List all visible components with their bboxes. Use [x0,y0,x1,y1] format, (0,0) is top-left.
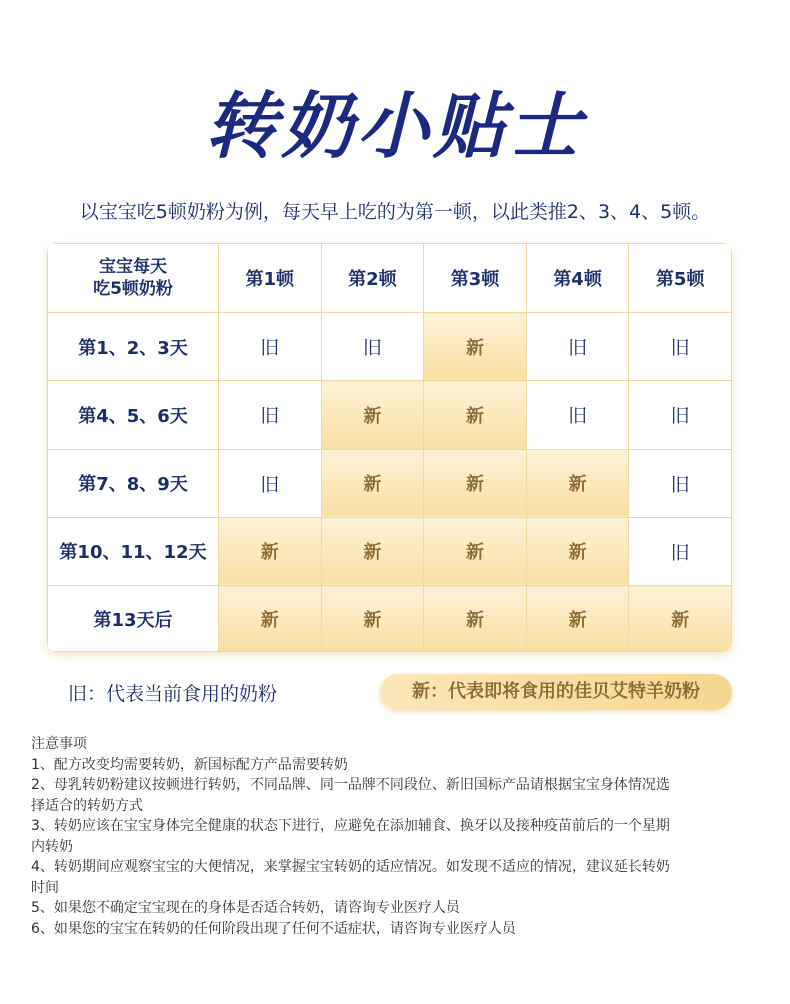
table-row [48,313,732,381]
new-formula-cell: 新 [629,586,732,652]
table-row [48,586,732,652]
day-range-cell: 第4、5、6天 [48,381,219,449]
old-formula-cell: 旧 [219,313,322,381]
notes-heading: 注意事项 [31,736,87,752]
legend-old: 旧：代表当前食用的奶粉 [68,683,278,705]
new-formula-cell: 新 [526,449,629,517]
meal-header-1: 第1顿 [219,244,322,313]
new-formula-cell: 新 [321,449,424,517]
day-range-cell: 第7、8、9天 [48,449,219,517]
meal-header-4: 第4顿 [526,244,629,313]
notes-line: 内转奶 [31,838,73,855]
new-formula-cell: 新 [424,586,527,652]
meal-header-2: 第2顿 [321,244,424,313]
old-formula-cell: 旧 [219,381,322,449]
page-title: 转奶小贴士 [204,84,585,168]
new-formula-cell: 新 [424,517,527,585]
new-formula-cell: 新 [321,586,424,652]
old-formula-cell: 旧 [219,449,322,517]
old-formula-cell: 旧 [526,381,629,449]
old-formula-cell: 旧 [629,381,732,449]
notes-section [31,734,761,939]
old-formula-cell: 旧 [526,313,629,381]
new-formula-cell: 新 [424,449,527,517]
table-row [48,381,732,449]
table-corner-header [48,244,219,313]
new-formula-cell: 新 [321,517,424,585]
new-formula-cell: 新 [526,517,629,585]
meal-header-3: 第3顿 [424,244,527,313]
transition-schedule-table [47,243,732,652]
old-formula-cell: 旧 [629,313,732,381]
corner-line-2: 吃5顿奶粉 [93,279,173,299]
legend-new-badge: 新：代表即将食用的佳贝艾特羊奶粉 [380,674,732,710]
new-formula-cell: 新 [219,517,322,585]
new-formula-cell: 新 [321,381,424,449]
notes-line: 1、配方改变均需要转奶，新国标配方产品需要转奶 [31,756,348,773]
notes-line: 5、如果您不确定宝宝现在的身体是否适合转奶，请咨询专业医疗人员 [31,900,460,916]
notes-line: 时间 [31,879,59,896]
table-row [48,449,732,517]
old-formula-cell: 旧 [321,313,424,381]
notes-line: 3、转奶应该在宝宝身体完全健康的状态下进行，应避免在添加辅食、换牙以及接种疫苗前后的一个星期 [31,818,670,834]
new-formula-cell: 新 [526,586,629,652]
day-range-cell: 第1、2、3天 [48,313,219,381]
meal-header-5: 第5顿 [629,244,732,313]
notes-line: 6、如果您的宝宝在转奶的任何阶段出现了任何不适症状，请咨询专业医疗人员 [31,920,516,937]
notes-line: 2、母乳转奶粉建议按顿进行转奶，不同品牌、同一品牌不同段位、新旧国标产品请根据宝宝身体情况选 [31,777,670,793]
notes-line: 4、转奶期间应观察宝宝的大便情况，来掌握宝宝转奶的适应情况。如发现不适应的情况，建议延长转奶 [31,859,670,875]
old-formula-cell: 旧 [629,449,732,517]
new-formula-cell: 新 [424,381,527,449]
new-formula-cell: 新 [424,313,527,381]
day-range-cell: 第13天后 [48,586,219,652]
table-row [48,517,732,585]
day-range-cell: 第10、11、12天 [48,517,219,585]
new-formula-cell: 新 [219,586,322,652]
old-formula-cell: 旧 [629,517,732,585]
corner-line-1: 宝宝每天 [99,257,167,277]
schedule-table [47,243,732,652]
table-header-row [48,244,732,313]
notes-line: 择适合的转奶方式 [31,797,143,814]
page-subtitle: 以宝宝吃5顿奶粉为例，每天早上吃的为第一顿，以此类推2、3、4、5顿。 [79,201,711,223]
